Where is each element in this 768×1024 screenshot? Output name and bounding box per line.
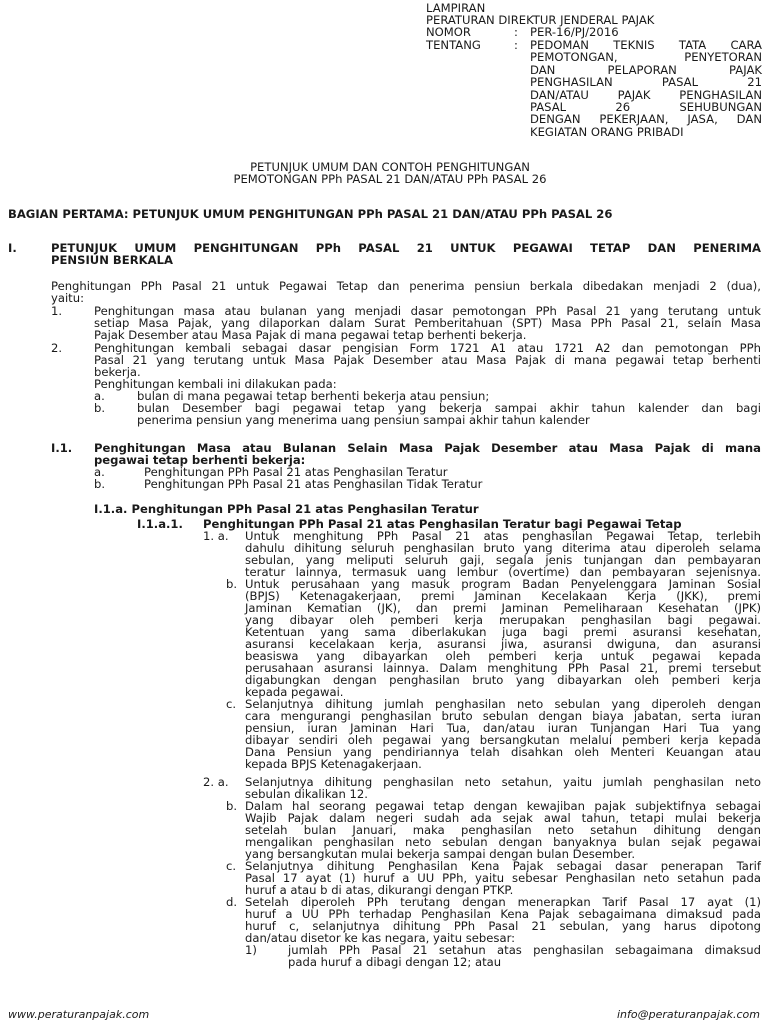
paragraph-line: jumlah PPh Pasal 21 setahun atas penghasilan sebagaimana dimaksud [288, 943, 761, 957]
paragraph-line: teratur lainnya, termasuk uang lembur (overtime) dan pembayaran sejenisnya. [245, 565, 761, 579]
tentang-key: TENTANG [426, 38, 481, 52]
tentang-colon: : [514, 38, 518, 52]
nomor-value: PER-16/PJ/2016 [530, 25, 619, 39]
paragraph-line: asuransi kecelakaan kerja, asuransi jiwa, asuransi dwiguna, dan asuransi [245, 637, 761, 651]
paragraph-label: 1. a. [203, 529, 229, 543]
paragraph-line: pada huruf a dibagi dengan 12; atau [288, 955, 502, 969]
paragraph-line: pensiun, iuran Jaminan Hari Tua, dan/atau iuran Tunjangan Hari Tua yang [245, 721, 761, 735]
paragraph-line: Untuk perusahaan yang masuk program Badan Penyelenggara Jaminan Sosial [245, 577, 761, 591]
paragraph-line: kepada BPJS Ketenagakerjaan. [245, 757, 422, 771]
tentang-value [530, 39, 762, 138]
paragraph-line: beasiswa yang dibayarkan oleh pemberi kerja untuk pegawai kepada [245, 649, 761, 663]
paragraph-line: cara mengurangi penghasilan bruto sebulan dengan biaya jabatan, serta iuran [245, 709, 761, 723]
section-i-heading: PETUNJUK UMUM PENGHITUNGAN PPh PASAL 21 UNTUK PEGAWAI TETAP DAN PENERIMA [51, 241, 761, 255]
item-2-line: Penghitungan kembali ini dilakukan pada: [94, 377, 337, 391]
item-1-line: setiap Masa Pajak, yang dilaporkan dalam Surat Pemberitahuan (SPT) Masa PPh Pasal 21, selain Masa [94, 316, 761, 330]
bagian-heading: BAGIAN PERTAMA: PETUNJUK UMUM PENGHITUNGAN PPh PASAL 21 DAN/ATAU PPh PASAL 26 [8, 207, 613, 221]
sub-item-b: bulan Desember bagi pegawai tetap yang bekerja sampai akhir tahun kalender dan bagi [137, 401, 761, 415]
paragraph-line: perusahaan asuransi lainnya. Dalam menghitung PPh Pasal 21, premi tersebut [245, 661, 761, 675]
paragraph-label: b. [226, 577, 238, 591]
paragraph-line: setelah bulan Januari, maka penghasilan neto setahun dihitung dengan [245, 823, 761, 837]
item-2-line: Penghitungan kembali sebagai dasar pengisian Form 1721 A1 atau 1721 A2 dan pemotongan PPh [94, 341, 761, 355]
tentang-line: DAN PELAPORAN PAJAK [530, 62, 762, 77]
section-i1a1-heading: Penghitungan PPh Pasal 21 atas Penghasilan Teratur bagi Pegawai Tetap [203, 517, 682, 531]
paragraph-line: digabungkan dengan penghasilan bruto yang dibayarkan oleh pemberi kerja [245, 673, 761, 687]
tentang-line: PASAL 26 SEHUBUNGAN [530, 100, 762, 115]
paragraph-line: Selanjutnya dihitung penghasilan neto setahun, yaitu jumlah penghasilan neto [245, 775, 761, 789]
paragraph-line: Setelah diperoleh PPh terutang dengan menerapkan Tarif Pasal 17 ayat (1) [245, 895, 761, 909]
section-i-intro: Penghitungan PPh Pasal 21 untuk Pegawai Tetap dan penerima pensiun berkala dibedakan menjadi 2 (dua), [51, 279, 761, 293]
tentang-line: KEGIATAN ORANG PRIBADI [530, 124, 684, 139]
paragraph-label: 2. a. [203, 775, 229, 789]
tentang-row [426, 39, 530, 51]
tentang-line: DAN/ATAU PAJAK PENGHASILAN [530, 87, 762, 102]
paragraph-line: yang dibayar oleh pemberi kerja merupakan penghasilan bagi pegawai. [245, 613, 761, 627]
item-1-line: Pajak Desember atau Masa Pajak di mana pegawai tetap berhenti bekerja. [94, 328, 527, 342]
tentang-line: PEDOMAN TEKNIS TATA CARA [530, 38, 762, 52]
paragraph-line: Pasal 17 ayat (1) huruf a UU PPh, yaitu sebesar Penghasilan neto setahun pada [245, 871, 761, 885]
section-i1a1-number: I.1.a.1. [137, 517, 183, 531]
sub-item-a: bulan di mana pegawai tetap berhenti bekerja atau pensiun; [137, 389, 490, 403]
paragraph-label: b. [226, 799, 238, 813]
paragraph-line: (BPJS) Ketenagakerjaan, premi Jaminan Kecelakaan Kerja (JKK), premi [245, 589, 761, 603]
paragraph-line: Wajib Pajak dalam negeri sudah ada sejak awal tahun, tetapi mulai bekerja [245, 811, 761, 825]
section-i1-item-a: Penghitungan PPh Pasal 21 atas Penghasilan Teratur [144, 465, 448, 479]
paragraph-line: Selanjutnya dihitung jumlah penghasilan neto sebulan yang diperoleh dengan [245, 697, 761, 711]
tentang-line: PENGHASILAN PASAL 21 [530, 75, 762, 90]
footer-email: info@peraturanpajak.com [616, 1008, 760, 1021]
peraturan-label: PERATURAN DIREKTUR JENDERAL PAJAK [426, 13, 655, 27]
item-1-line: Penghitungan masa atau bulanan yang menjadi dasar pemotongan PPh Pasal 21 yang terutang untuk [94, 304, 761, 318]
tentang-line: PEMOTONGAN, PENYETORAN [530, 50, 762, 65]
paragraph-line: mengalikan penghasilan neto sebulan dengan banyaknya bulan sejak pegawai [245, 835, 761, 849]
paragraph-line: Dalam hal seorang pegawai tetap dengan kewajiban pajak subjektifnya sebagai [245, 799, 761, 813]
sub-item-b-cont: penerima pensiun yang menerima uang pensiun sampai akhir tahun kalender [137, 413, 590, 427]
section-i1-item-b: Penghitungan PPh Pasal 21 atas Penghasilan Tidak Teratur [144, 477, 483, 491]
nomor-row [426, 26, 619, 38]
footer-website: www.peraturanpajak.com [8, 1008, 150, 1021]
section-i-number: I. [8, 241, 17, 255]
paragraph-line: huruf c, selanjutnya dihitung PPh Pasal 21 sebulan, yang harus dipotong [245, 919, 761, 933]
paragraph-line: Ketentuan yang sama diberlakukan juga bagi premi asuransi kesehatan, [245, 625, 761, 639]
item-2-line: Pasal 21 yang terutang untuk Masa Pajak Desember atau Masa Pajak di mana pegawai tetap berhenti [94, 353, 761, 367]
paragraph-line: huruf a UU PPh terhadap Penghasilan Kena Pajak sebagaimana dimaksud pada [245, 907, 761, 921]
paragraph-label: 1) [245, 943, 257, 957]
sub-item-letter: a. [94, 465, 105, 479]
paragraph-line: Untuk menghitung PPh Pasal 21 atas penghasilan Pegawai Tetap, terlebih [245, 529, 761, 543]
nomor-key: NOMOR [426, 25, 471, 39]
tentang-line: DENGAN PEKERJAAN, JASA, DAN [530, 112, 762, 127]
item-number: 2. [51, 341, 63, 355]
section-i1-heading: Penghitungan Masa atau Bulanan Selain Masa Pajak Desember atau Masa Pajak di mana [94, 441, 761, 455]
paragraph-line: dahulu dihitung seluruh penghasilan bruto yang diterima atau diperoleh selama [245, 541, 761, 555]
nomor-colon: : [514, 25, 518, 39]
document-title-line2: PEMOTONGAN PPh PASAL 21 DAN/ATAU PPh PASAL 26 [233, 172, 547, 186]
section-i-heading-cont: PENSIUN BERKALA [51, 253, 173, 267]
paragraph-line: sebulan dikalikan 12. [245, 787, 368, 801]
lampiran-label: LAMPIRAN [426, 1, 486, 15]
sub-item-letter: a. [94, 389, 105, 403]
paragraph-label: c. [226, 697, 237, 711]
section-i1a-heading: I.1.a. Penghitungan PPh Pasal 21 atas Penghasilan Teratur [94, 502, 479, 516]
paragraph-line: Selanjutnya dihitung Penghasilan Kena Pajak sebagai dasar penerapan Tarif [245, 859, 761, 873]
sub-item-letter: b. [94, 477, 106, 491]
section-i-intro-cont: yaitu: [51, 291, 84, 305]
section-i1-number: I.1. [51, 441, 73, 455]
paragraph-label: c. [226, 859, 237, 873]
section-i1-heading-cont: pegawai tetap berhenti bekerja: [94, 453, 306, 467]
item-2-line: bekerja. [94, 365, 141, 379]
item-number: 1. [51, 304, 63, 318]
paragraph-line: kepada pegawai. [245, 685, 344, 699]
paragraph-line: sebulan, yang meliputi seluruh gaji, segala jenis tunjangan dan pembayaran [245, 553, 761, 567]
paragraph-line: dan/atau disetor ke kas negara, yaitu sebesar: [245, 931, 516, 945]
document-title-line1: PETUNJUK UMUM DAN CONTOH PENGHITUNGAN [250, 160, 530, 174]
paragraph-line: yang bersangkutan mulai bekerja sampai dengan bulan Desember. [245, 847, 636, 861]
paragraph-line: Jaminan Kematian (JK), dan premi Jaminan Pemeliharaan Kesehatan (JPK) [245, 601, 761, 615]
paragraph-line: Dana Pensiun yang pendiriannya telah disahkan oleh Menteri Keuangan atau [245, 745, 761, 759]
paragraph-line: huruf a atau b di atas, dikurangi dengan PTKP. [245, 883, 514, 897]
paragraph-line: dibayar sendiri oleh pegawai yang bersangkutan melalui pemberi kerja kepada [245, 733, 761, 747]
paragraph-label: d. [226, 895, 238, 909]
sub-item-letter: b. [94, 401, 106, 415]
